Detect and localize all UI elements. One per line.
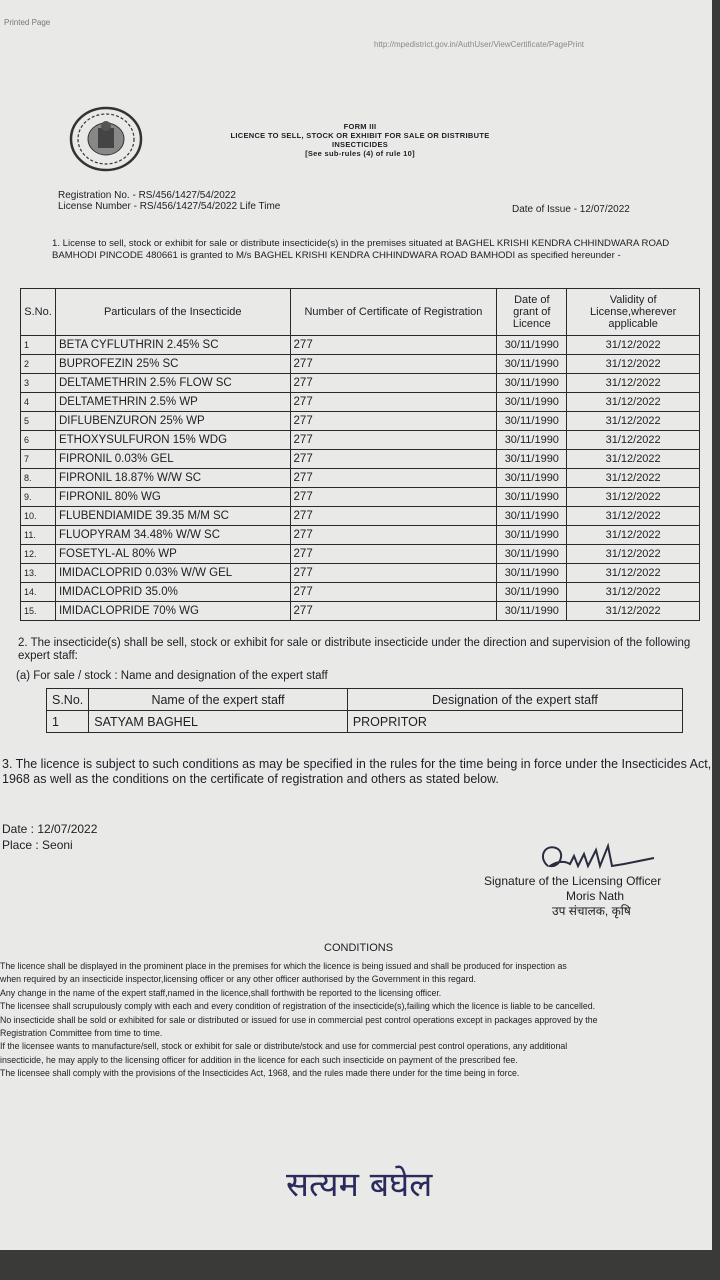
staff-table-header <box>47 689 683 711</box>
row-insecticide-name: IMIDACLOPRID 0.03% W/W GEL <box>55 564 290 583</box>
row-grant-date: 30/11/1990 <box>497 412 567 431</box>
row-sno: 11. <box>21 526 56 545</box>
row-sno: 10. <box>21 507 56 526</box>
row-validity: 31/12/2022 <box>567 469 700 488</box>
expert-staff-table <box>46 688 683 733</box>
form-title: LICENCE TO SELL, STOCK OR EXHIBIT FOR SALE OR DISTRIBUTE <box>230 131 490 140</box>
signature-label: Signature of the Licensing Officer <box>484 874 662 888</box>
handwritten-signature: सत्यम बघेल <box>286 1165 433 1205</box>
staff-col-name: Name of the expert staff <box>89 689 348 711</box>
row-sno: 9. <box>21 488 56 507</box>
condition-item: The licence shall be displayed in the prominent place in the premises for which the licence is being issued and shall be produced for inspection as <box>0 961 567 971</box>
license-paragraph: 1. License to sell, stock or exhibit for sale or distribute insecticide(s) in the premises situated at BAGHEL KRISHI KENDRA CHHINDWARA ROAD BAMHODI PINCODE 480661 is granted to M/s BAGHEL KRISHI KENDRA CHHINDWARA ROAD BAMHODI as specified hereunder - <box>52 238 670 261</box>
insecticide-row <box>21 469 700 488</box>
row-sno: 2 <box>21 355 56 374</box>
row-insecticide-name: BETA CYFLUTHRIN 2.45% SC <box>55 336 290 355</box>
row-certificate-no: 277 <box>290 450 497 469</box>
row-certificate-no: 277 <box>290 355 497 374</box>
officer-name: Moris Nath <box>566 889 625 903</box>
row-validity: 31/12/2022 <box>567 507 700 526</box>
insecticide-row <box>21 564 700 583</box>
place-line: Place : Seoni <box>2 838 73 852</box>
condition-item: Any change in the name of the expert staff,named in the licence,shall forthwith be reported to the licensing officer. <box>0 987 442 998</box>
insecticide-row <box>21 355 700 374</box>
row-grant-date: 30/11/1990 <box>497 469 567 488</box>
row-certificate-no: 277 <box>290 393 497 412</box>
condition-item: insecticide, he may apply to the licensing officer for addition in the licence for each such insecticide on payment of the prescribed fee. <box>0 1054 518 1065</box>
row-certificate-no: 277 <box>290 564 497 583</box>
row-grant-date: 30/11/1990 <box>497 507 567 526</box>
row-grant-date: 30/11/1990 <box>497 393 567 412</box>
insecticide-row <box>21 412 700 431</box>
row-sno: 12. <box>21 545 56 564</box>
row-certificate-no: 277 <box>290 507 497 526</box>
row-sno: 14. <box>21 583 56 602</box>
rule-reference: [See sub-rules (4) of rule 10] <box>305 149 415 158</box>
form-number: FORM III <box>343 122 377 131</box>
row-insecticide-name: FIPRONIL 0.03% GEL <box>55 450 290 469</box>
col-validity: Validity of License,wherever applicable <box>567 289 700 336</box>
staff-row <box>47 711 683 733</box>
insecticide-row <box>21 450 700 469</box>
government-emblem-icon <box>68 106 144 172</box>
staff-col-sno: S.No. <box>47 689 89 711</box>
row-validity: 31/12/2022 <box>567 545 700 564</box>
row-insecticide-name: FIPRONIL 80% WG <box>55 488 290 507</box>
form-header <box>180 122 540 158</box>
condition-item: Registration Committee from time to time. <box>0 1028 163 1039</box>
insecticide-row <box>21 374 700 393</box>
license-number: License Number - RS/456/1427/54/2022 Life Time <box>58 201 281 212</box>
staff-name: SATYAM BAGHEL <box>89 711 348 733</box>
row-sno: 3 <box>21 374 56 393</box>
insecticide-row <box>21 393 700 412</box>
row-certificate-no: 277 <box>290 488 497 507</box>
row-insecticide-name: FLUBENDIAMIDE 39.35 M/M SC <box>55 507 290 526</box>
row-certificate-no: 277 <box>290 602 497 621</box>
condition-item: No insecticide shall be sold or exhibited for sale or distributed or issued for use in commercial pest control operations except in packages approved by the <box>0 1014 598 1025</box>
staff-col-designation: Designation of the expert staff <box>347 689 682 711</box>
row-validity: 31/12/2022 <box>567 412 700 431</box>
date-place-block <box>2 821 97 853</box>
row-sno: 13. <box>21 564 56 583</box>
conditions-title: CONDITIONS <box>324 942 394 954</box>
expert-staff-subheading: (a) For sale / stock : Name and designation of the expert staff <box>16 670 328 682</box>
row-grant-date: 30/11/1990 <box>497 526 567 545</box>
row-certificate-no: 277 <box>290 545 497 564</box>
officer-designation: उप संचालक, कृषि <box>552 904 631 918</box>
conditions-paragraph: 3. The licence is subject to such conditions as may be specified in the rules for the time being in force under the Insecticides Act, 1968 as well as the conditions on the certificate of registration and others as stated below. <box>2 757 712 786</box>
print-page-label: Printed Page <box>4 18 51 27</box>
row-validity: 31/12/2022 <box>567 431 700 450</box>
row-insecticide-name: IMIDACLOPRID 35.0% <box>55 583 290 602</box>
form-title-line2: INSECTICIDES <box>331 140 389 149</box>
insecticide-row <box>21 488 700 507</box>
row-insecticide-name: FLUOPYRAM 34.48% W/W SC <box>55 526 290 545</box>
row-validity: 31/12/2022 <box>567 374 700 393</box>
row-grant-date: 30/11/1990 <box>497 583 567 602</box>
row-sno: 15. <box>21 602 56 621</box>
row-insecticide-name: FIPRONIL 18.87% W/W SC <box>55 469 290 488</box>
row-insecticide-name: BUPROFEZIN 25% SC <box>55 355 290 374</box>
insecticide-row <box>21 431 700 450</box>
col-particulars: Particulars of the Insecticide <box>55 289 290 336</box>
col-grant-date: Date of grant of Licence <box>497 289 567 336</box>
row-validity: 31/12/2022 <box>567 583 700 602</box>
row-validity: 31/12/2022 <box>567 602 700 621</box>
row-grant-date: 30/11/1990 <box>497 488 567 507</box>
signature-block <box>484 874 661 919</box>
row-insecticide-name: IMIDACLOPRIDE 70% WG <box>55 602 290 621</box>
staff-designation: PROPRITOR <box>347 711 682 733</box>
condition-item: when required by an insecticide inspector,licensing officer or any other officer authorised by the Government in this regard. <box>0 974 476 985</box>
conditions-list <box>0 960 712 1081</box>
row-insecticide-name: DELTAMETHRIN 2.5% WP <box>55 393 290 412</box>
row-insecticide-name: ETHOXYSULFURON 15% WDG <box>55 431 290 450</box>
row-certificate-no: 277 <box>290 583 497 602</box>
condition-item: The licensee shall scrupulously comply with each and every condition of registration of the insecticide(s),failing which the licence is liable to be cancelled. <box>0 1001 596 1012</box>
row-grant-date: 30/11/1990 <box>497 431 567 450</box>
insecticide-row <box>21 545 700 564</box>
row-sno: 5 <box>21 412 56 431</box>
source-url: http://mpedistrict.gov.in/AuthUser/ViewCertificate/PagePrint <box>374 40 585 49</box>
condition-item: If the licensee wants to manufacture/sell, stock or exhibit for sale or distribute/stock and use for commercial pest control operations, any additional <box>0 1041 568 1052</box>
insecticide-table-header <box>21 289 700 336</box>
row-validity: 31/12/2022 <box>567 526 700 545</box>
insecticide-row <box>21 602 700 621</box>
insecticide-row <box>21 583 700 602</box>
row-sno: 7 <box>21 450 56 469</box>
date-of-issue: Date of Issue - 12/07/2022 <box>512 204 630 215</box>
row-certificate-no: 277 <box>290 431 497 450</box>
row-validity: 31/12/2022 <box>567 393 700 412</box>
col-certificate: Number of Certificate of Registration <box>290 289 497 336</box>
row-certificate-no: 277 <box>290 374 497 393</box>
row-grant-date: 30/11/1990 <box>497 564 567 583</box>
insecticide-row <box>21 526 700 545</box>
row-grant-date: 30/11/1990 <box>497 374 567 393</box>
row-sno: 4 <box>21 393 56 412</box>
date-line: Date : 12/07/2022 <box>2 822 98 836</box>
row-validity: 31/12/2022 <box>567 450 700 469</box>
insecticide-row <box>21 507 700 526</box>
row-certificate-no: 277 <box>290 526 497 545</box>
row-sno: 1 <box>21 336 56 355</box>
insecticide-row <box>21 336 700 355</box>
row-grant-date: 30/11/1990 <box>497 602 567 621</box>
row-insecticide-name: DIFLUBENZURON 25% WP <box>55 412 290 431</box>
row-validity: 31/12/2022 <box>567 355 700 374</box>
row-grant-date: 30/11/1990 <box>497 355 567 374</box>
row-grant-date: 30/11/1990 <box>497 545 567 564</box>
expert-staff-paragraph: 2. The insecticide(s) shall be sell, stock or exhibit for sale or distribute insecticide under the direction and supervision of the following expert staff: <box>18 637 691 662</box>
insecticide-table <box>20 288 700 621</box>
row-sno: 8. <box>21 469 56 488</box>
row-certificate-no: 277 <box>290 412 497 431</box>
row-validity: 31/12/2022 <box>567 336 700 355</box>
row-grant-date: 30/11/1990 <box>497 450 567 469</box>
registration-number: Registration No. - RS/456/1427/54/2022 <box>58 190 236 201</box>
row-grant-date: 30/11/1990 <box>497 336 567 355</box>
row-insecticide-name: DELTAMETHRIN 2.5% FLOW SC <box>55 374 290 393</box>
col-sno: S.No. <box>21 289 56 336</box>
row-certificate-no: 277 <box>290 336 497 355</box>
condition-item: The licensee shall comply with the provisions of the Insecticides Act, 1968, and the rules made there under for the time being in force. <box>0 1068 520 1079</box>
row-validity: 31/12/2022 <box>567 564 700 583</box>
row-sno: 6 <box>21 431 56 450</box>
row-insecticide-name: FOSETYL-AL 80% WP <box>55 545 290 564</box>
row-validity: 31/12/2022 <box>567 488 700 507</box>
registration-block <box>58 190 280 212</box>
staff-sno: 1 <box>47 711 89 733</box>
row-certificate-no: 277 <box>290 469 497 488</box>
